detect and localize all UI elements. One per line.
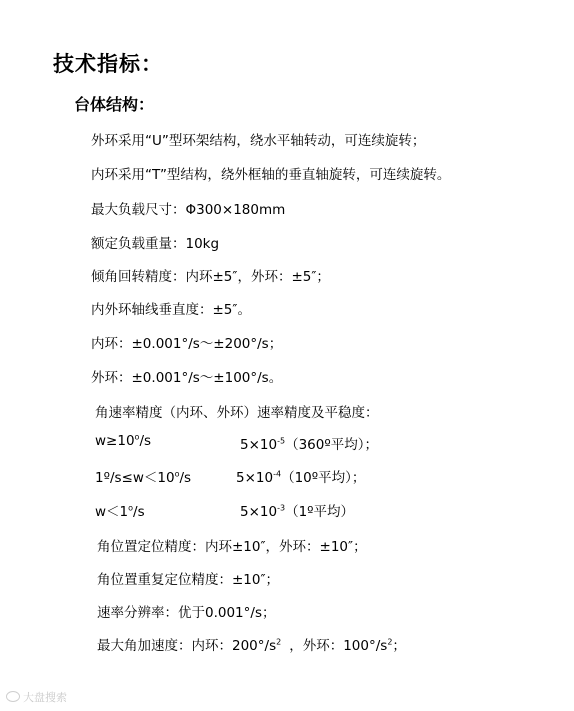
spec-line: 内环：±0.001°/s～±200°/s；: [91, 336, 283, 352]
page-title: 技术指标：: [53, 52, 163, 76]
spec-line: 外环采用“U”型环架结构，绕水平轴转动，可连续旋转；: [91, 133, 426, 149]
spec-line: 额定负载重量：10kg: [91, 236, 220, 252]
spec-line: 角位置重复定位精度：±10″；: [97, 572, 280, 588]
spec-line: 角位置定位精度：内环±10″，外环：±10″；: [97, 539, 367, 555]
spec-line: 最大负载尺寸：Φ300×180mm: [91, 202, 286, 218]
table-row-cond: $1º/s\le w<10^o/s$: [95, 469, 192, 486]
section-title: 台体结构：: [74, 95, 155, 114]
table-row-value: $5\times 10^{-4}(10º$平均）；: [236, 469, 366, 486]
table-row-cond: $w<1^o/s$: [95, 503, 145, 520]
table-row-cond: $w\ge 10^o/s$: [95, 432, 152, 449]
table-row-value: $5\times 10^{-3}(1º$平均）: [240, 503, 355, 520]
watermark-text: 大盘搜索: [23, 691, 67, 704]
spec-line: 角速率精度（内环、外环）速率精度及平稳度：: [95, 405, 379, 421]
watermark: [6, 689, 67, 705]
spec-line: 速率分辨率：优于0.001°/s；: [97, 605, 276, 621]
spec-line: 外环：±0.001°/s～±100°/s。: [91, 370, 283, 386]
spec-line: 倾角回转精度：内环±5″，外环：±5″；: [91, 269, 330, 285]
watermark-logo-icon: [6, 691, 20, 702]
spec-line: 内外环轴线垂直度：±5″。: [91, 302, 251, 318]
table-row-value: $5\times 10^{-5}(360º$平均）；: [240, 436, 378, 453]
spec-line: 内环采用“T”型结构，绕外框轴的垂直轴旋转，可连续旋转。: [91, 167, 451, 183]
spec-line: 最大角加速度：内环：$200^\circ/s^2$ ，外环：$100^\circ/s^2$；: [97, 637, 406, 654]
